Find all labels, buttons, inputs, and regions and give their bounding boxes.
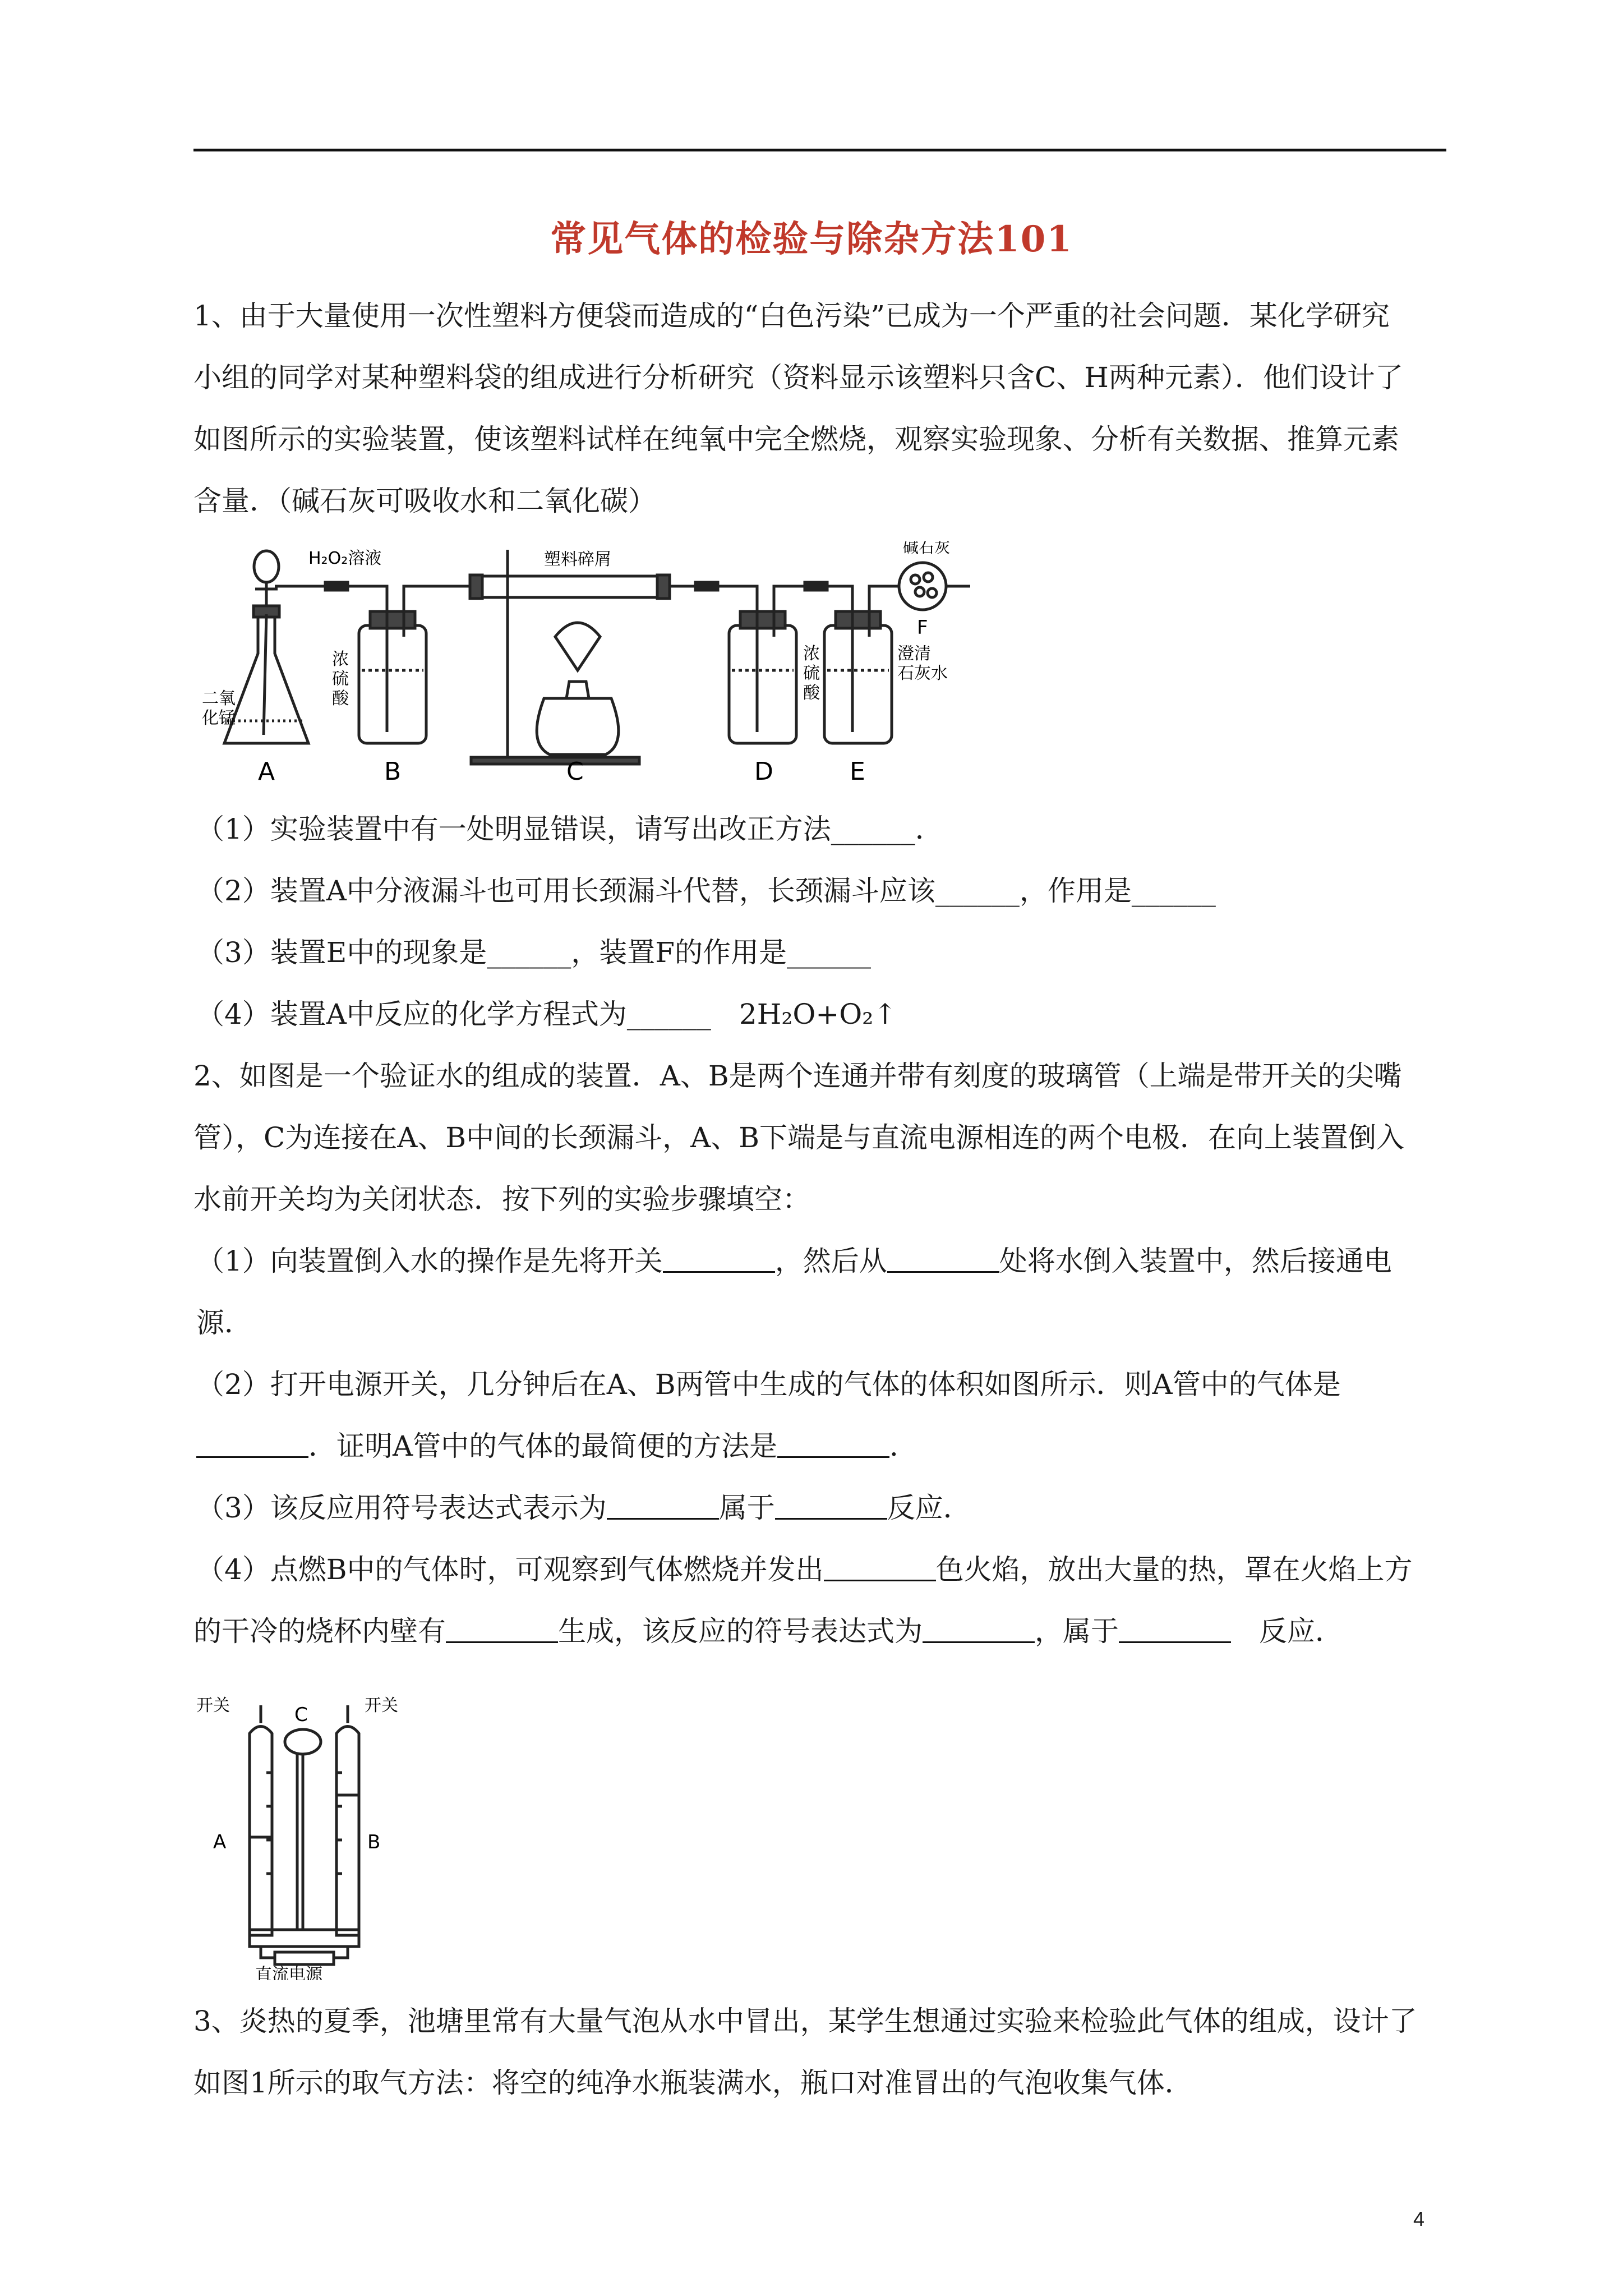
label-sodalime: 碱石灰 <box>903 541 951 556</box>
q1-line-1: 1、由于大量使用一次性塑料方便袋而造成的“白色污染”已成为一个严重的社会问题．某化学研究 <box>193 300 1390 332</box>
label-switch-left: 开关 <box>196 1696 230 1715</box>
q2-part-1: （1）向装置倒入水的操作是先将开关 ，然后从 处将水倒入装置中，然后接通电 <box>196 1245 1392 1277</box>
q3-line-2: 如图1所示的取气方法：将空的纯净水瓶装满水，瓶口对准冒出的气泡收集气体． <box>193 2067 1193 2099</box>
label-limewater-2: 石灰水 <box>897 664 948 683</box>
blank-7[interactable] <box>824 1557 936 1581</box>
label-a: A <box>258 757 275 786</box>
page-number: 4 <box>1413 2207 1425 2230</box>
q1-line-2: 小组的同学对某种塑料袋的组成进行分析研究（资料显示该塑料只含C、H两种元素）．他们设计了 <box>193 361 1403 394</box>
label-conc2-1: 浓 <box>803 644 820 664</box>
apparatus-figure <box>202 541 1021 788</box>
label-conc1-1: 浓 <box>332 650 349 669</box>
q1-line-4: 含量．（碱石灰可吸收水和二氧化碳） <box>193 485 656 517</box>
q2-part-4: （4）点燃B中的气体时，可观察到气体燃烧并发出 色火焰，放出大量的热，罩在火焰上方 <box>196 1553 1413 1586</box>
q2-part-1-cont: 源． <box>196 1306 252 1339</box>
label-d: D <box>754 757 773 786</box>
label-conc2-3: 酸 <box>803 683 820 703</box>
q1-line-3: 如图所示的实验装置，使该塑料试样在纯氧中完全燃烧，观察实验现象、分析有关数据、推算元素 <box>193 423 1399 455</box>
q2-part-2-cont: ．证明A管中的气体的最简便的方法是 ． <box>196 1428 1449 1465</box>
label-mno2-1: 二氧 <box>202 689 236 708</box>
label-mno2-2: 化锰 <box>202 708 236 728</box>
blank-1[interactable] <box>663 1249 775 1273</box>
label-plastic: 塑料碎屑 <box>544 550 611 569</box>
blank-5[interactable] <box>607 1496 719 1520</box>
label-b: B <box>384 757 402 786</box>
blank-4[interactable] <box>777 1434 889 1458</box>
page-title: 常见气体的检验与除杂方法101 <box>550 218 1073 260</box>
blank-6[interactable] <box>775 1496 887 1520</box>
label-conc1-3: 酸 <box>332 689 349 708</box>
label-power: 直流电源 <box>255 1965 322 1980</box>
q2-part-3: （3）该反应用符号表达式表示为 属于 反应． <box>196 1492 971 1524</box>
label-h2o2: H₂O₂溶液 <box>308 549 382 568</box>
q2-line-3: 水前开关均为关闭状态．按下列的实验步骤填空： <box>193 1183 810 1216</box>
label-e: E <box>850 757 865 786</box>
q1-part-4: （4）装置A中反应的化学方程式为______ 2H₂O+O₂↑ <box>196 998 897 1030</box>
blank-3[interactable] <box>196 1434 308 1458</box>
electrolysis-diagram <box>196 1688 437 1980</box>
label-f: F <box>917 616 928 639</box>
q1-part-3: （3）装置E中的现象是______，装置F的作用是______ <box>196 936 872 969</box>
q3-line-1: 3、炎热的夏季，池塘里常有大量气泡从水中冒出，某学生想通过实验来检验此气体的组成，设计了 <box>193 2005 1417 2037</box>
label-limewater-1: 澄清 <box>897 644 931 664</box>
q2-line-1: 2、如图是一个验证水的组成的装置．A、B是两个连通并带有刻度的玻璃管（上端是带开关的尖嘴 <box>193 1060 1402 1092</box>
blank-9[interactable] <box>923 1619 1035 1643</box>
q2-part-2: （2）打开电源开关，几分钟后在A、B两管中生成的气体的体积如图所示．则A管中的气体是 <box>196 1368 1341 1401</box>
header-rule <box>193 149 1446 151</box>
blank-8[interactable] <box>446 1619 558 1643</box>
q2-line-2: 管），C为连接在A、B中间的长颈漏斗，A、B下端是与直流电源相连的两个电极．在向上装置倒入 <box>193 1121 1404 1154</box>
label-tube-b: B <box>367 1831 381 1853</box>
q1-part-1: （1）实验装置中有一处明显错误，请写出改正方法______． <box>196 813 943 845</box>
label-c: C <box>566 757 584 786</box>
q1-part-2: （2）装置A中分液漏斗也可用长颈漏斗代替，长颈漏斗应该______，作用是______ <box>196 875 1216 907</box>
blank-2[interactable] <box>887 1249 999 1273</box>
q2-part-4-cont: 的干冷的烧杯内壁有 生成，该反应的符号表达式为 ，属于 反应． <box>193 1615 1343 1648</box>
label-conc1-2: 硫 <box>332 669 349 689</box>
apparatus-diagram <box>202 541 1021 788</box>
label-conc2-2: 硫 <box>803 664 820 683</box>
label-funnel-c: C <box>294 1704 308 1726</box>
label-switch-right: 开关 <box>365 1696 398 1715</box>
label-tube-a: A <box>213 1831 227 1853</box>
blank-10[interactable] <box>1119 1619 1231 1643</box>
electrolysis-figure <box>196 1688 437 1980</box>
